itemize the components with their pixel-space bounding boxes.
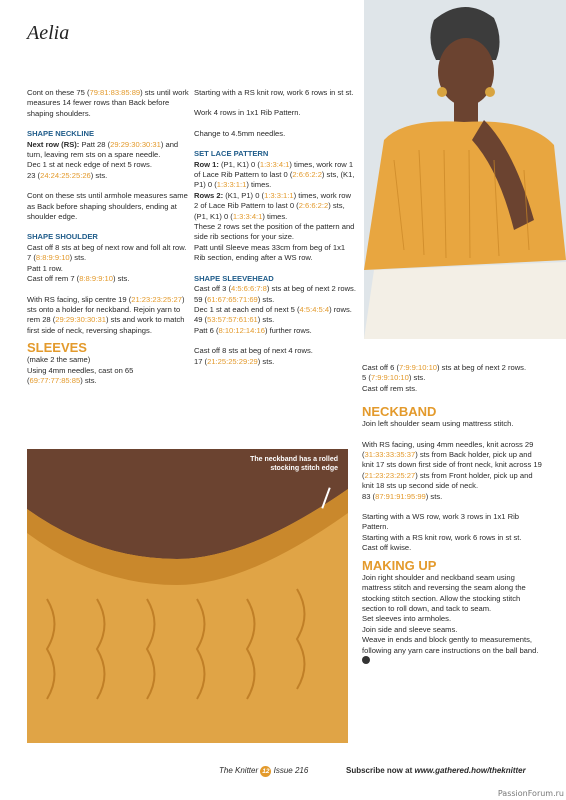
paragraph: Patt 1 row. <box>27 263 63 273</box>
paragraph: Cast off rem sts. <box>362 383 418 393</box>
paragraph: (make 2 the same) <box>27 355 91 365</box>
heading-shape-neckline: SHAPE NECKLINE <box>27 129 95 139</box>
paragraph: Join right shoulder and neckband seam using mattress stitch and reversing the seam along the stocking stitch section. Allow the stocking stitch section to roll down, and tack to seam. <box>362 572 526 613</box>
paragraph: Starting with a WS row, work 3 rows in 1x1 Rib Pattern. <box>362 512 519 532</box>
heading-shape-sleevehead: SHAPE SLEEVEHEAD <box>194 273 274 283</box>
footer-left: The Knitter 12 Issue 216 <box>219 766 309 775</box>
neckband-closeup-photo <box>27 449 348 743</box>
paragraph: Cast off rem 7 (8:8:9:9:10) sts. <box>27 274 130 284</box>
paragraph: With RS facing, using 4mm needles, knit across 29 (31:33:33:35:37) sts from Back holder, pick up and knit 17 sts down first side of front neck, knit across 19 (21:23:23:25:27) sts from Front holder, pick up and knit 18 sts up second side of neck. <box>362 439 542 491</box>
paragraph: Patt 6 (8:10:12:14:16) further rows. <box>194 325 312 335</box>
paragraph: Using 4mm needles, cast on 65 (69:77:77:85:85) sts. <box>27 365 134 385</box>
column-1 <box>27 88 189 386</box>
neckband-closeup-illustration <box>27 449 348 743</box>
paragraph: 23 (24:24:25:25:26) sts. <box>27 170 108 180</box>
heading-making-up: MAKING UP <box>362 557 437 573</box>
paragraph: These 2 rows set the position of the pattern and side rib sections for your size. <box>194 222 355 242</box>
paragraph: Work 4 rows in 1x1 Rib Pattern. <box>194 108 301 118</box>
paragraph: Dec 1 st at each end of next 5 (4:5:4:5:4) rows. <box>194 304 352 314</box>
paragraph: 5 (7:9:9:10:10) sts. <box>362 373 426 383</box>
paragraph: Starting with a RS knit row, work 6 rows in st st. <box>194 88 354 97</box>
paragraph: 17 (21:25:25:29:29) sts. <box>194 356 275 366</box>
paragraph: Cont on these 75 (79:81:83:85:89) sts until work measures 14 fewer rows than Back before shaping shoulders. <box>27 88 189 118</box>
paragraph: Cast off 8 sts at beg of next 4 rows. <box>194 346 313 356</box>
paragraph: 7 (8:8:9:9:10) sts. <box>27 253 87 263</box>
paragraph: Cast off 6 (7:9:9:10:10) sts at beg of next 2 rows. <box>362 363 527 372</box>
watermark: PassionForum.ru <box>497 789 564 798</box>
page-title: Aelia <box>27 22 70 44</box>
paragraph: 49 (53:57:57:61:61) sts. <box>194 315 275 325</box>
paragraph: Set sleeves into armholes. <box>362 614 452 624</box>
heading-set-lace-pattern: SET LACE PATTERN <box>194 149 269 159</box>
column-3 <box>362 363 542 667</box>
end-mark-icon <box>362 656 370 664</box>
paragraph: Next row (RS): Patt 28 (29:29:30:30:31) and turn, leaving rem sts on a spare needle. <box>27 139 179 160</box>
paragraph: Change to 4.5mm needles. <box>194 128 286 138</box>
paragraph: Row 1: (P1, K1) 0 (1:3:3:4:1) times, work row 1 of Lace Rib Pattern to last 0 (2:6:6:2:2) sts, (K1, P1) 0 (1:3:3:1:1) times. <box>194 159 355 190</box>
paragraph: Dec 1 st at neck edge of next 5 rows. <box>27 160 152 170</box>
paragraph: 83 (87:91:91:95:99) sts. <box>362 491 443 501</box>
paragraph: Join side and sleeve seams. <box>362 624 458 634</box>
page-number-badge: 12 <box>262 768 270 775</box>
footer-subscribe: Subscribe now at www.gathered.how/theknitter <box>346 766 526 775</box>
paragraph: With RS facing, slip centre 19 (21:23:23:25:27) sts onto a holder for neckband. Rejoin yarn to rem 28 (29:29:30:30:31) sts and work to match first side of neck, reversing shapings. <box>27 294 185 335</box>
column-2 <box>194 88 356 367</box>
paragraph: Rows 2: (K1, P1) 0 (1:3:3:1:1) times, work row 2 of Lace Rib Pattern to last 0 (2:6:6:2:2) sts, (P1, K1) 0 (1:3:3:4:1) times. <box>194 190 352 221</box>
paragraph: Starting with a RS knit row, work 6 rows in st st. <box>362 532 522 542</box>
heading-shape-shoulder: SHAPE SHOULDER <box>27 232 98 242</box>
paragraph: Weave in ends and block gently to measurements, following any yarn care instructions on the ball band. <box>362 635 542 667</box>
paragraph: Cast off 8 sts at beg of next row and foll alt row. <box>27 242 187 252</box>
heading-sleeves: SLEEVES <box>27 340 87 356</box>
heading-neckband: NECKBAND <box>362 404 437 420</box>
paragraph: Join left shoulder seam using mattress stitch. <box>362 419 514 429</box>
photo-caption: The neckband has a rolled stocking stitch edge <box>250 456 338 472</box>
paragraph: Cast off kwise. <box>362 543 412 553</box>
model-photo <box>364 0 566 339</box>
paragraph: Cast off 3 (4:5:6:6:7:8) sts at beg of next 2 rows. <box>194 284 356 294</box>
subscribe-link[interactable]: www.gathered.how/theknitter <box>414 766 526 775</box>
model-photo-illustration <box>364 0 566 339</box>
paragraph: Patt until Sleeve meas 33cm from beg of 1x1 Rib section, ending after a WS row. <box>194 242 346 263</box>
paragraph: 59 (61:67:65:71:69) sts. <box>194 294 275 304</box>
paragraph: Cont on these sts until armhole measures same as Back before shaping shoulders, ending at shoulder edge. <box>27 191 188 222</box>
